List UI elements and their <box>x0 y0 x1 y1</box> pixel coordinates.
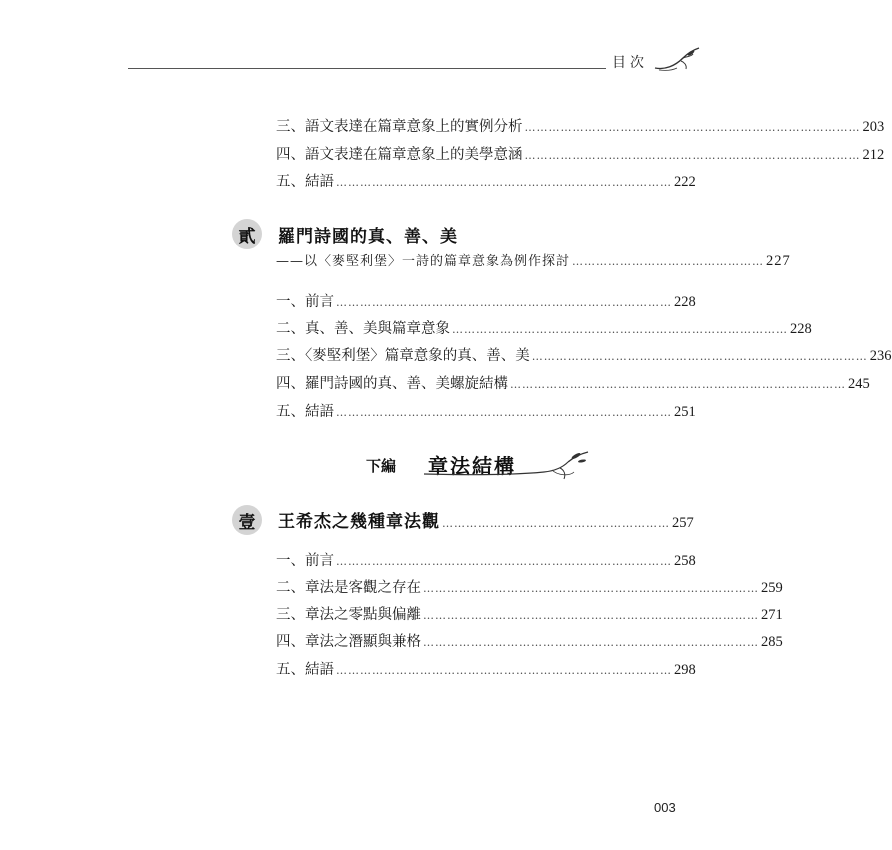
toc-entry[interactable] <box>276 290 696 312</box>
toc-entry-label: 三、語文表達在篇章意象上的實例分析 <box>276 119 523 135</box>
toc-entry-page: 257 <box>672 515 694 531</box>
dot-leader: ………………………………………………………………………… <box>423 609 759 622</box>
toc-entry-label: 五、結語 <box>276 404 334 420</box>
toc-entry[interactable] <box>276 400 696 422</box>
toc-entry[interactable] <box>276 630 783 652</box>
part-ornament-icon <box>424 446 592 484</box>
toc-entry-page: 212 <box>862 147 885 163</box>
chapter-title[interactable]: 羅門詩國的真、善、美 <box>278 227 458 247</box>
toc-entry-label: 四、羅門詩國的真、善、美螺旋結構 <box>276 376 508 392</box>
toc-entry-page: 222 <box>674 174 696 190</box>
toc-entry-label: 三、〈麥堅利堡〉篇章意象的真、善、美 <box>276 348 530 364</box>
dot-leader: ………………………………………………………………………… <box>423 636 759 649</box>
toc-entry[interactable] <box>276 372 870 394</box>
dot-leader: ………………………………………………………………………… <box>524 149 861 162</box>
dot-leader: ………………………………………………………………………… <box>336 406 672 419</box>
toc-entry[interactable] <box>276 170 696 192</box>
dot-leader: ………………………………………………………………………… <box>423 582 759 595</box>
chapter-subtitle: ——以〈麥堅利堡〉一詩的篇章意象為例作探討 <box>276 254 571 269</box>
toc-entry[interactable] <box>276 317 812 339</box>
toc-entry-page: 251 <box>674 404 696 420</box>
header-rule <box>128 68 606 69</box>
toc-entry[interactable] <box>276 576 783 598</box>
toc-entry-page: 236 <box>869 348 892 364</box>
dot-leader: ………………………………………………………………………… <box>524 121 861 134</box>
toc-entry[interactable] <box>276 603 783 625</box>
toc-entry-page: 228 <box>674 294 696 310</box>
running-header-title: 目次 <box>612 55 648 71</box>
toc-entry-label: 二、真、善、美與篇章意象 <box>276 321 450 337</box>
dot-leader: ………………………………………… <box>572 255 765 268</box>
toc-entry[interactable] <box>276 143 885 165</box>
dot-leader: ………………………………………………………………………… <box>336 555 672 568</box>
dot-leader: ………………………………………………………………………… <box>336 296 672 309</box>
chapter-entry[interactable] <box>278 507 694 532</box>
toc-entry-page: 245 <box>848 376 870 392</box>
toc-entry-label: 二、章法是客觀之存在 <box>276 580 421 596</box>
dot-leader: ………………………………………………………………………… <box>510 378 846 391</box>
toc-entry-page: 203 <box>862 119 885 135</box>
dot-leader: ………………………………………………… <box>442 517 670 530</box>
toc-entry-page: 259 <box>761 580 783 596</box>
part-title: 章法結構 <box>428 454 516 478</box>
toc-entry-label: 四、章法之潛顯與兼格 <box>276 634 421 650</box>
toc-entry[interactable] <box>276 658 696 680</box>
toc-entry-label: 一、前言 <box>276 553 334 569</box>
toc-entry-page: 271 <box>761 607 783 623</box>
chapter-badge: 貳 <box>232 219 262 249</box>
header-ornament-icon <box>653 44 701 74</box>
chapter-badge: 壹 <box>232 505 262 535</box>
toc-entry-page: 258 <box>674 553 696 569</box>
part-label: 下編 <box>366 457 397 475</box>
toc-entry-page: 285 <box>761 634 783 650</box>
toc-entry-label: 一、前言 <box>276 294 334 310</box>
toc-entry-label: 四、語文表達在篇章意象上的美學意涵 <box>276 147 523 163</box>
toc-entry-label: 五、結語 <box>276 662 334 678</box>
dot-leader: ………………………………………………………………………… <box>336 664 672 677</box>
toc-entry-page: 298 <box>674 662 696 678</box>
toc-entry-label: 三、章法之零點與偏離 <box>276 607 421 623</box>
dot-leader: ………………………………………………………………………… <box>452 323 788 336</box>
toc-entry[interactable] <box>276 549 696 571</box>
dot-leader: ………………………………………………………………………… <box>531 350 868 363</box>
dot-leader: ………………………………………………………………………… <box>336 176 672 189</box>
chapter-title: 王希杰之幾種章法觀 <box>278 512 440 532</box>
toc-entry[interactable] <box>276 115 885 137</box>
page-number: 003 <box>654 800 676 815</box>
toc-entry-page: 227 <box>766 253 791 269</box>
chapter-subtitle-entry[interactable] <box>276 250 791 272</box>
toc-entry-label: 五、結語 <box>276 174 334 190</box>
toc-entry-page: 228 <box>790 321 812 337</box>
toc-entry[interactable] <box>276 344 892 366</box>
